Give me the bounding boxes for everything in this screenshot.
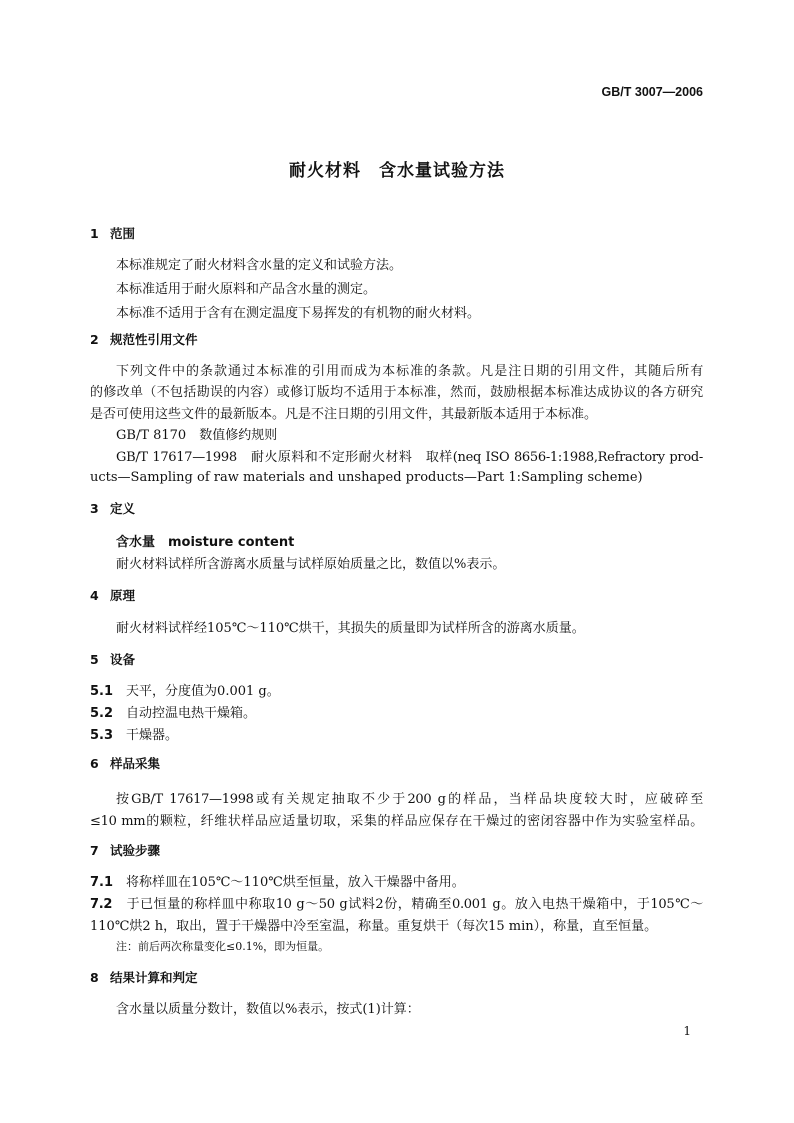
clause-text: 于已恒量的称样皿中称取10 g～50 g试料2份，精确至0.001 g。放入电热干燥箱中，于105℃～: [126, 897, 703, 912]
paragraph: 本标准规定了耐火材料含水量的定义和试验方法。: [116, 258, 403, 273]
paragraph: 的修改单（不包括勘误的内容）或修订版均不适用于本标准，然而，鼓励根据本标准达成协议的各方研究: [90, 385, 703, 400]
paragraph: 下列文件中的条款通过本标准的引用而成为本标准的条款。凡是注日期的引用文件，其随后所有: [116, 364, 703, 379]
clause-7-1: [90, 875, 465, 891]
section-5-heading: [90, 652, 135, 668]
clause-text: 天平，分度值为0.001 g。: [126, 684, 280, 699]
section-3-heading: [90, 501, 135, 517]
paragraph: 含水量以质量分数计，数值以%表示，按式(1)计算：: [116, 1002, 420, 1017]
section-7-heading: [90, 843, 160, 859]
reference-item: GB/T 8170 数值修约规则: [116, 428, 278, 443]
section-number: 7: [90, 843, 99, 858]
paragraph: 按GB/T 17617—1998或有关规定抽取不少于200 g的样品，当样品块度较大时，应破碎至: [116, 792, 703, 807]
clause-number: 5.3: [90, 728, 114, 743]
clause-7-2-continued: 110℃烘2 h，取出，置于干燥器中冷至室温，称量。重复烘干（每次15 min），称量，直至恒量。: [90, 919, 658, 934]
paragraph: 本标准不适用于含有在测定温度下易挥发的有机物的耐火材料。: [116, 306, 481, 321]
paragraph: 是否可使用这些文件的最新版本。凡是不注日期的引用文件，其最新版本适用于本标准。: [90, 407, 598, 422]
section-number: 8: [90, 970, 99, 985]
reference-item: ucts—Sampling of raw materials and unshaped products—Part 1:Sampling scheme): [90, 470, 643, 485]
clause-number: 7.1: [90, 875, 114, 890]
section-number: 2: [90, 332, 99, 347]
clause-number: 5.2: [90, 706, 114, 721]
clause-5-2: [90, 706, 256, 722]
clause-number: 7.2: [90, 897, 113, 912]
definition: 耐火材料试样所含游离水质量与试样原始质量之比，数值以%表示。: [116, 557, 506, 572]
section-2-heading: [90, 332, 198, 348]
paragraph: ≤10 mm的颗粒，纤维状样品应适量切取，采集的样品应保存在干燥过的密闭容器中作为实验室样品。: [90, 814, 703, 829]
paragraph: 本标准适用于耐火原料和产品含水量的测定。: [116, 282, 377, 297]
clause-number: 5.1: [90, 684, 114, 699]
section-4-heading: [90, 588, 135, 604]
section-8-heading: [90, 970, 198, 986]
section-title: 结果计算和判定: [110, 970, 198, 985]
page-number: 1: [683, 1024, 691, 1038]
document-title: 耐火材料 含水量试验方法: [289, 161, 505, 181]
section-1-heading: [90, 226, 135, 242]
clause-7-2: [90, 897, 703, 913]
section-title: 规范性引用文件: [110, 332, 198, 347]
clause-text: 干燥器。: [126, 728, 179, 743]
section-number: 5: [90, 652, 99, 667]
section-number: 6: [90, 756, 99, 771]
section-title: 原理: [110, 588, 136, 603]
section-6-heading: [90, 756, 160, 772]
clause-text: 自动控温电热干燥箱。: [126, 706, 257, 721]
clause-text: 将称样皿在105℃～110℃烘至恒量，放入干燥器中备用。: [126, 875, 465, 890]
paragraph: 耐火材料试样经105℃～110℃烘干，其损失的质量即为试样所含的游离水质量。: [116, 621, 585, 636]
section-number: 1: [90, 226, 99, 241]
term: 含水量 moisture content: [116, 535, 295, 550]
section-title: 设备: [110, 652, 136, 667]
clause-5-3: [90, 728, 178, 744]
section-number: 3: [90, 501, 99, 516]
clause-5-1: [90, 684, 280, 700]
section-number: 4: [90, 588, 99, 603]
section-title: 样品采集: [110, 756, 161, 771]
note: 注：前后两次称量变化≤0.1%，即为恒量。: [116, 940, 330, 953]
section-title: 范围: [110, 226, 136, 241]
section-title: 试验步骤: [110, 843, 161, 858]
reference-item: GB/T 17617—1998 耐火原料和不定形耐火材料 取样(neq ISO 8656-1:1988,Refractory prod-: [116, 450, 703, 465]
standard-number: GB/T 3007—2006: [601, 85, 703, 99]
section-title: 定义: [110, 501, 136, 516]
